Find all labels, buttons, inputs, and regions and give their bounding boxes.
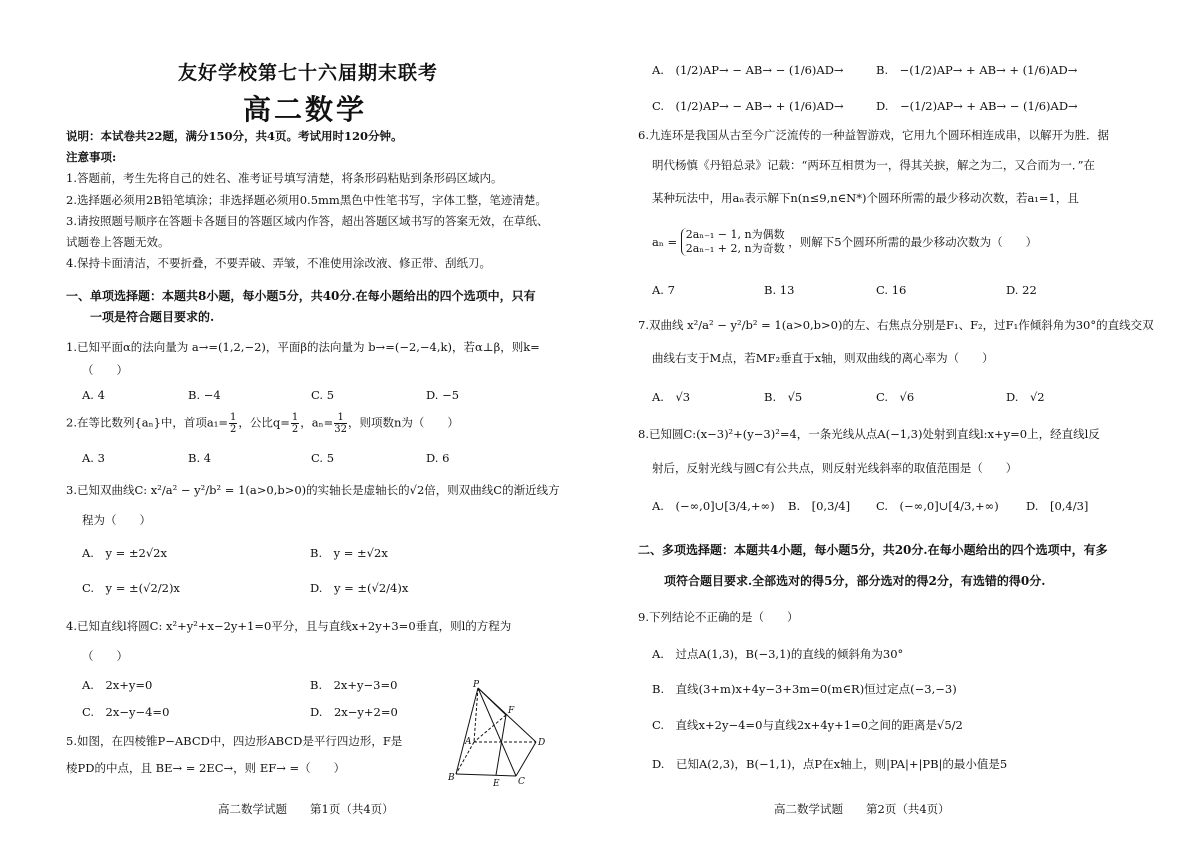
- q2-option-c: C. 5: [311, 451, 335, 465]
- question-7: 7.双曲线 x²/a² − y²/b² = 1(a>0,b>0)的左、右焦点分别是F₁、F₂，过F₁作倾斜角为30°的直线交双: [638, 318, 1154, 332]
- question-3-cont: 程为（ ）: [82, 513, 151, 527]
- figure-label-c: C: [518, 777, 525, 787]
- q8-option-b: B. [0,3/4]: [788, 499, 851, 513]
- q2-text-b: ，公比q=: [238, 415, 290, 430]
- question-4-paren: （ ）: [82, 649, 128, 663]
- section-1-heading: 一、单项选择题：本题共8小题，每小题5分，共40分.在每小题给出的四个选项中，只有: [66, 289, 536, 303]
- question-5-cont: 棱PD的中点，且 BE→ = 2EC→，则 EF→ =（ ）: [66, 761, 346, 775]
- q9-option-a: A. 过点A(1,3)，B(−3,1)的直线的倾斜角为30°: [652, 647, 904, 661]
- q2-option-b: B. 4: [188, 451, 212, 465]
- q4-option-a: A. 2x+y=0: [82, 678, 153, 692]
- figure-label-f: F: [508, 706, 515, 716]
- question-6-cont-1: 明代杨慎《丹铅总录》记载：“两环互相贯为一，得其关捩，解之为二，又合而为一．”在: [652, 158, 1096, 172]
- q4-option-d: D. 2x−y+2=0: [310, 705, 398, 719]
- section-1-heading-cont: 一项是符合题目要求的.: [90, 310, 215, 324]
- question-8-cont: 射后，反射光线与圆C有公共点，则反射光线斜率的取值范围是（ ）: [652, 461, 1018, 475]
- q3-option-c: C. y = ±(√2/2)x: [82, 581, 180, 595]
- note-item: 1.答题前，考生先将自己的姓名、准考证号填写清楚，将条形码粘贴到条形码区域内。: [66, 171, 503, 185]
- pyramid-figure: [448, 680, 560, 790]
- question-7-cont: 曲线右支于M点，若MF₂垂直于x轴，则双曲线的离心率为（ ）: [652, 351, 994, 365]
- q7-option-a: A. √3: [652, 390, 691, 404]
- right-page: [638, 0, 1154, 846]
- q4-option-c: C. 2x−y−4=0: [82, 705, 170, 719]
- q6-case-odd: 2aₙ₋₁ + 2, n为奇数: [685, 242, 785, 255]
- section-2-heading-cont: 项符合题目要求.全部选对的得5分，部分选对的得2分，有选错的得0分.: [664, 574, 1046, 588]
- q1-option-c: C. 5: [311, 388, 335, 402]
- question-8: 8.已知圆C:(x−3)²+(y−3)²=4，一条光线从点A(−1,3)处射到直线l:x+y=0上，经直线l反: [638, 427, 1100, 441]
- q6-option-c: C. 16: [876, 283, 907, 297]
- q2-fraction-an: $\frac{1}{32}$: [334, 412, 347, 435]
- q4-option-b: B. 2x+y−3=0: [310, 678, 398, 692]
- q8-option-a: A. (−∞,0]∪[3/4,+∞): [652, 499, 775, 513]
- section-2-heading: 二、多项选择题：本题共4小题，每小题5分，共20分.在每小题给出的四个选项中，有多: [638, 543, 1108, 557]
- q1-option-d: D. −5: [426, 388, 460, 402]
- q3-option-b: B. y = ±√2x: [310, 546, 388, 560]
- q9-option-c: C. 直线x+2y−4=0与直线2x+4y+1=0之间的距离是√5/2: [652, 718, 963, 732]
- notes-heading: 注意事项:: [66, 150, 117, 164]
- exam-subject: 高二数学: [243, 93, 368, 126]
- page-footer-left: 高二数学试题 第1页（共4页）: [218, 802, 394, 816]
- q2-text-a: 2.在等比数列{aₙ}中，首项a₁=: [66, 415, 229, 430]
- question-6: 6.九连环是我国从古至今广泛流传的一种益智游戏，它用九个圆环相连成串，以解开为胜．据: [638, 128, 1109, 142]
- note-item: 4.保持卡面清洁，不要折叠，不要弄破、弄皱，不准使用涂改液、修正带、刮纸刀。: [66, 256, 491, 270]
- question-3: 3.已知双曲线C: x²/a² − y²/b² = 1(a>0,b>0)的实轴长是虚轴长的√2倍，则双曲线C的渐近线方: [66, 483, 560, 497]
- question-6-recurrence: [652, 228, 1037, 256]
- q5-option-c: C. (1/2)AP→ − AB→ + (1/6)AD→: [652, 99, 844, 113]
- question-5: 5.如图，在四棱锥P−ABCD中，四边形ABCD是平行四边形，F是: [66, 734, 403, 748]
- q6-piecewise: [681, 228, 785, 256]
- figure-label-e: E: [493, 779, 500, 789]
- q2-option-a: A. 3: [82, 451, 105, 465]
- q6-option-a: A. 7: [652, 283, 675, 297]
- q2-fraction-q: $\frac{1}{2}$: [291, 412, 299, 435]
- figure-label-d: D: [538, 738, 546, 748]
- q5-option-b: B. −(1/2)AP→ + AB→ + (1/6)AD→: [876, 63, 1078, 77]
- note-item: 2.选择题必须用2B铅笔填涂；非选择题必须用0.5mm黑色中性笔书写，字体工整，笔迹清楚。: [66, 193, 547, 207]
- question-6-cont-2: 某种玩法中，用aₙ表示解下n(n≤9,n∈N*)个圆环所需的最少移动次数，若a₁=1，且: [652, 191, 1079, 205]
- q7-option-b: B. √5: [764, 390, 803, 404]
- q6-option-d: D. 22: [1006, 283, 1037, 297]
- question-9: 9.下列结论不正确的是（ ）: [638, 610, 799, 624]
- q9-option-b: B. 直线(3+m)x+4y−3+3m=0(m∈R)恒过定点(−3,−3): [652, 682, 957, 696]
- note-item: 试题卷上答题无效。: [66, 235, 170, 249]
- q3-option-a: A. y = ±2√2x: [82, 546, 167, 560]
- q1-option-a: A. 4: [82, 388, 105, 402]
- q6-recurrence-lhs: aₙ =: [652, 235, 678, 249]
- q5-option-a: A. (1/2)AP→ − AB→ − (1/6)AD→: [652, 63, 844, 77]
- q6-option-b: B. 13: [764, 283, 795, 297]
- q3-option-d: D. y = ±(√2/4)x: [310, 581, 409, 595]
- question-4: 4.已知直线l将圆C: x²+y²+x−2y+1=0平分，且与直线x+2y+3=0垂直，则l的方程为: [66, 619, 512, 633]
- q7-option-d: D. √2: [1006, 390, 1045, 404]
- left-page: [58, 0, 578, 846]
- q6-question-tail: ，则解下5个圆环所需的最少移动次数为（ ）: [788, 235, 1038, 249]
- q9-option-d: D. 已知A(2,3)，B(−1,1)，点P在x轴上，则|PA|+|PB|的最小值是5: [652, 757, 1008, 771]
- page-footer-right: 高二数学试题 第2页（共4页）: [774, 802, 950, 816]
- q8-option-c: C. (−∞,0]∪[4/3,+∞): [876, 499, 999, 513]
- question-2: [66, 412, 459, 435]
- question-1: 1.已知平面α的法向量为 a→=(1,2,−2)，平面β的法向量为 b→=(−2,−4,k)，若α⊥β，则k=: [66, 340, 540, 354]
- q5-option-d: D. −(1/2)AP→ + AB→ − (1/6)AD→: [876, 99, 1078, 113]
- q1-option-b: B. −4: [188, 388, 221, 402]
- exam-instructions: 说明：本试卷共22题，满分150分，共4页。考试用时120分钟。: [66, 129, 403, 143]
- figure-label-b: B: [448, 773, 455, 783]
- q2-text-d: ，则项数n为（ ）: [348, 415, 459, 430]
- exam-title: 友好学校第七十六届期末联考: [178, 62, 439, 84]
- q2-fraction-a1: $\frac{1}{2}$: [230, 412, 237, 435]
- q2-option-d: D. 6: [426, 451, 450, 465]
- q2-text-c: ，aₙ=: [300, 415, 334, 430]
- question-1-paren: （ ）: [82, 363, 128, 377]
- q7-option-c: C. √6: [876, 390, 915, 404]
- figure-label-a: A: [465, 737, 472, 747]
- q8-option-d: D. [0,4/3]: [1026, 499, 1089, 513]
- figure-label-p: P: [473, 680, 480, 690]
- q6-case-even: 2aₙ₋₁ − 1, n为偶数: [685, 228, 785, 241]
- note-item: 3.请按照题号顺序在答题卡各题目的答题区域内作答，超出答题区域书写的答案无效，在草纸、: [66, 214, 549, 228]
